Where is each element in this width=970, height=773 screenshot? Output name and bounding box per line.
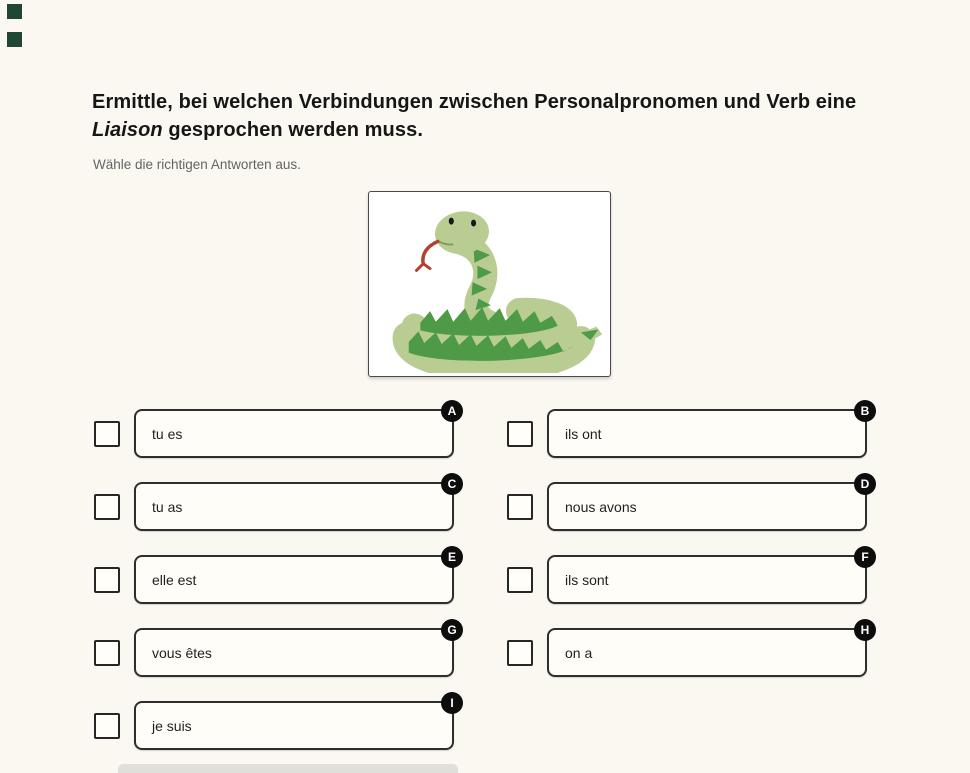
option-h[interactable]	[507, 623, 870, 677]
letter-badge: B	[854, 400, 876, 422]
option-d[interactable]	[507, 477, 870, 531]
answer-box-a[interactable]	[134, 404, 457, 458]
answer-box-e[interactable]	[134, 550, 456, 604]
checkbox-option-b[interactable]	[507, 421, 533, 447]
answer-box-b[interactable]	[547, 404, 870, 458]
letter-badge: D	[854, 473, 876, 495]
answer-box-h[interactable]	[547, 623, 870, 677]
checkbox-option-a[interactable]	[94, 421, 120, 447]
option-i[interactable]	[94, 696, 454, 750]
answer-label: vous êtes	[152, 644, 212, 661]
answer-label: tu as	[152, 498, 183, 515]
letter-badge: I	[441, 692, 463, 714]
letter-badge: F	[854, 546, 876, 568]
checkbox-option-c[interactable]	[94, 494, 120, 520]
option-f[interactable]	[507, 550, 869, 604]
letter-badge: A	[441, 400, 463, 422]
corner-square-decoration	[7, 32, 22, 47]
snake-illustration	[372, 195, 608, 373]
checkbox-option-d[interactable]	[507, 494, 533, 520]
page-title	[92, 88, 892, 144]
option-g[interactable]	[94, 623, 457, 677]
answer-box-d[interactable]	[547, 477, 870, 531]
option-e[interactable]	[94, 550, 456, 604]
checkbox-option-g[interactable]	[94, 640, 120, 666]
title-text-suffix: gesprochen werden muss.	[162, 119, 423, 141]
answer-box-i[interactable]	[134, 696, 454, 750]
answer-label: on a	[565, 644, 593, 661]
answer-label: tu es	[152, 425, 183, 442]
checkbox-option-e[interactable]	[94, 567, 120, 593]
option-c[interactable]	[94, 477, 457, 531]
letter-badge: H	[854, 619, 876, 641]
option-a[interactable]	[94, 404, 457, 458]
letter-badge: C	[441, 473, 463, 495]
answer-label: nous avons	[565, 498, 637, 515]
answer-options	[94, 404, 870, 750]
answer-box-g[interactable]	[134, 623, 457, 677]
checkbox-option-h[interactable]	[507, 640, 533, 666]
checkbox-option-i[interactable]	[94, 713, 120, 739]
option-b[interactable]	[507, 404, 870, 458]
answer-box-f[interactable]	[547, 550, 869, 604]
snake-image-frame	[368, 191, 611, 377]
title-italic-term: Liaison	[92, 119, 163, 141]
corner-square-decoration	[7, 4, 22, 19]
title-text: Ermittle, bei welchen Verbindungen zwischen Personalpronomen und Verb eine	[92, 91, 857, 113]
answer-label: ils sont	[565, 571, 609, 588]
next-element-cutoff	[118, 764, 458, 773]
instruction-text: Wähle die richtigen Antworten aus.	[93, 157, 301, 172]
letter-badge: G	[441, 619, 463, 641]
answer-label: ils ont	[565, 425, 602, 442]
answer-label: elle est	[152, 571, 197, 588]
answer-box-c[interactable]	[134, 477, 457, 531]
checkbox-option-f[interactable]	[507, 567, 533, 593]
letter-badge: E	[441, 546, 463, 568]
answer-label: je suis	[152, 717, 192, 734]
